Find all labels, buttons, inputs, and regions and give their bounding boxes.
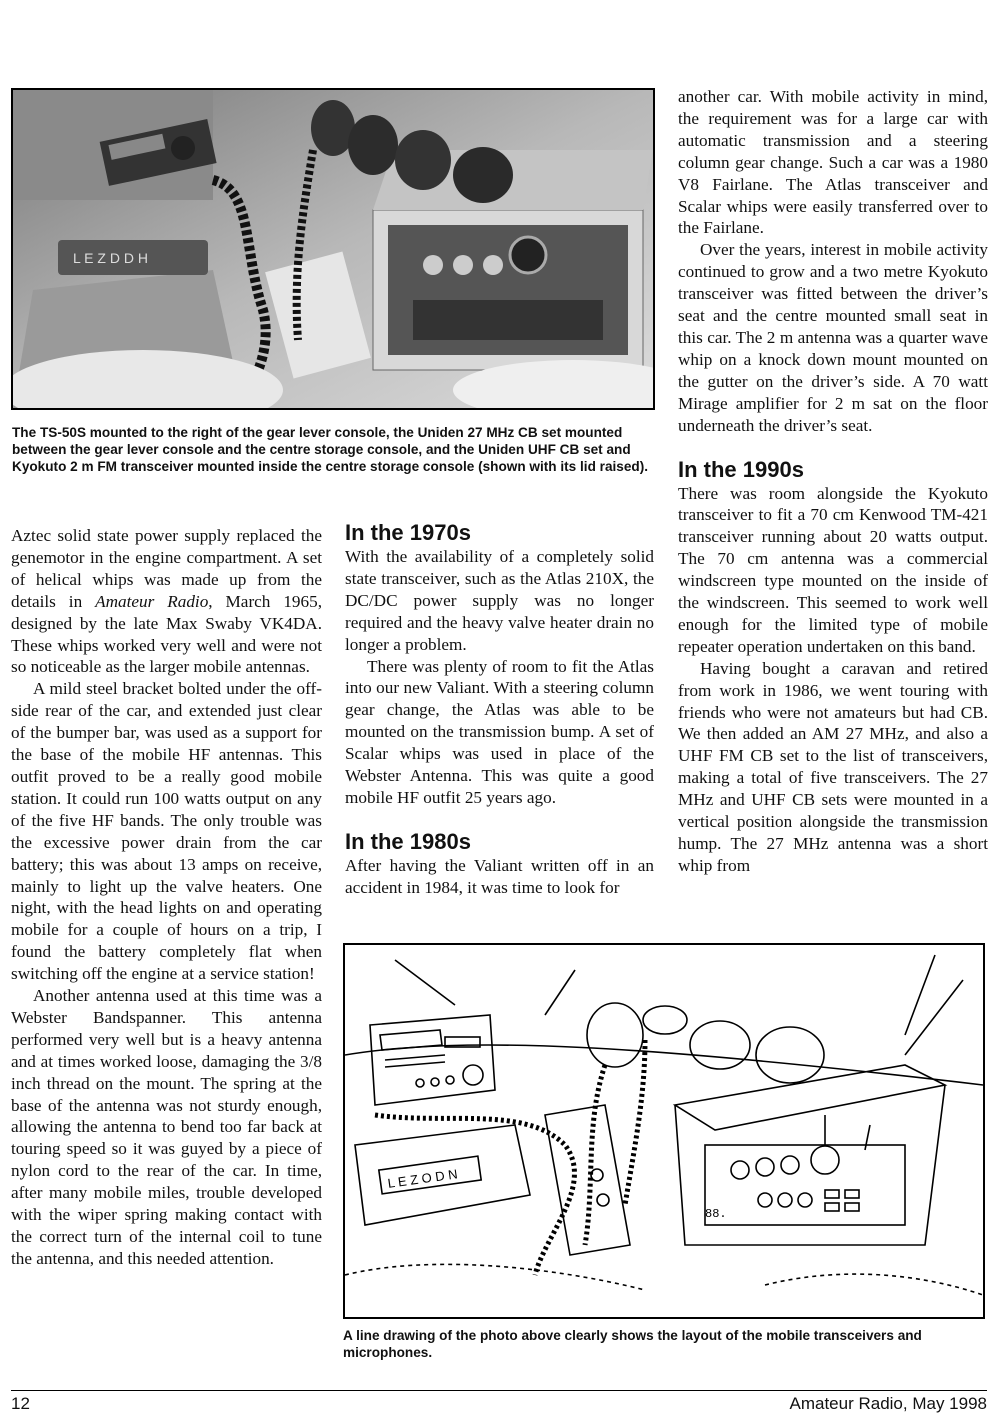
footer-rule [11,1390,987,1391]
paragraph [11,525,322,678]
paragraph: Another antenna used at this time was a Webster Bandspanner. This antenna performed very well but is a heavy antenna and at times worked loose, damaging the 3/8 inch thread on the mount. The spring at the base of the antenna was not sturdy enough, allowing the antenna to bend too far back at touring speed so it was guyed by a piece of nylon cord to the rear of the car. In time, after many mobile miles, trouble developed with the wiper spring making contact with the correct turn of the internal coil to tune the antenna, and this needed attention. [11,986,322,1268]
heading-1990s: In the 1990s [678,456,804,482]
drawing-caption: A line drawing of the photo above clearly shows the layout of the mobile transceivers and microphones. [343,1328,922,1360]
paragraph: another car. With mobile activity in mind, the requirement was for a large car with automatic transmission and a steering column gear change. Such a car was a 1980 V8 Fairlane. The Atlas transceiver and Scalar whips were easily transferred over to the Fairlane. [678,87,988,238]
line-drawing-illustration [345,945,983,1317]
drawing-gear-label: L E Z O D N [386,1166,459,1191]
photo-illustration [13,90,653,408]
paragraph: After having the Valiant written off in an accident in 1984, it was time to look for [345,855,654,897]
paragraph: There was room alongside the Kyokuto transceiver to fit a 70 cm Kenwood TM-421 transceiver running about 20 watts output. The 70 cm antenna was a commercial windscreen type mounted on the inside of the windscreen. This seemed to work well enough for the limited type of mobile repeater operation undertaken on this band. [678,483,988,656]
photo-mobile-installation [11,88,655,410]
drawing-display-digits: 88. [705,1207,727,1221]
text-run: , March 1965, designed by the late Max Swaby VK4DA. These whips worked very well and were not so noticeable as the larger mobile antennas. [11,591,322,677]
paragraph: A mild steel bracket bolted under the off-side rear of the car, and extended just clear of the bumper bar, was used as a support for the base of the mobile HF antennas. This outfit proved to be a really good mobile station. It could run 100 watts output on any of the five HF bands. The only trouble was the excessive power drain from the car battery; this was about 13 amps on receive, mainly to light up the valve heaters. One night, with the head lights on and operating mobile for a couple of hours on a trip, I found the battery completely flat when switching off the engine at a service station! [11,679,322,984]
text-run: Aztec solid state power supply replaced the genemotor in the engine compartment. A set of helical whips was made up from the details in [11,526,322,611]
line-drawing [343,943,985,1319]
middle-column [345,520,654,899]
photo-gear-label: L E Z D D H [73,250,148,266]
paragraph: Over the years, interest in mobile activity continued to grow and a two metre Kyokuto transceiver was fitted between the driver’s seat and the centre mounted small seat in this car. The 2 m antenna was a quarter wave whip on a knock down mount mounted on the gutter on the driver’s side. A 70 watt Mirage amplifier for 2 m sat on the floor underneath the driver’s seat. [678,240,988,435]
paragraph: With the availability of a completely solid state transceiver, such as the Atlas 210X, the DC/DC power supply was no longer required and the heavy valve heater drain no longer a problem. [345,547,654,654]
publication-footer: Amateur Radio, May 1998 [789,1394,987,1413]
publication-italic: Amateur Radio [95,591,209,611]
left-column [11,525,322,1270]
right-column-top [678,86,988,877]
page-number: 12 [11,1394,30,1413]
paragraph: There was plenty of room to fit the Atlas into our new Valiant. With a steering column gear change, the Atlas was able to be mounted on the transmission bump. A set of Scalar whips was used in place of the Webster Antenna. This was quite a good mobile HF outfit 25 years ago. [345,656,654,807]
paragraph: Having bought a caravan and retired from work in 1986, we went touring with friends who were not amateurs but had CB. We then added an AM 27 MHz, and also a UHF FM CB set to the list of transceivers, making a total of five transceivers. The 27 MHz and UHF CB sets were mounted in a vertical position alongside the transmission hump. The 27 MHz antenna was a short whip from [678,658,988,875]
heading-1970s: In the 1970s [345,520,471,545]
photo-caption: The TS-50S mounted to the right of the gear lever console, the Uniden 27 MHz CB set mounted between the gear lever console and the centre storage console, and the Uniden UHF CB set and Kyokuto 2 m FM transceiver mounted inside the centre storage console (shown with its lid raised). [12,425,649,474]
heading-1980s: In the 1980s [345,828,471,854]
